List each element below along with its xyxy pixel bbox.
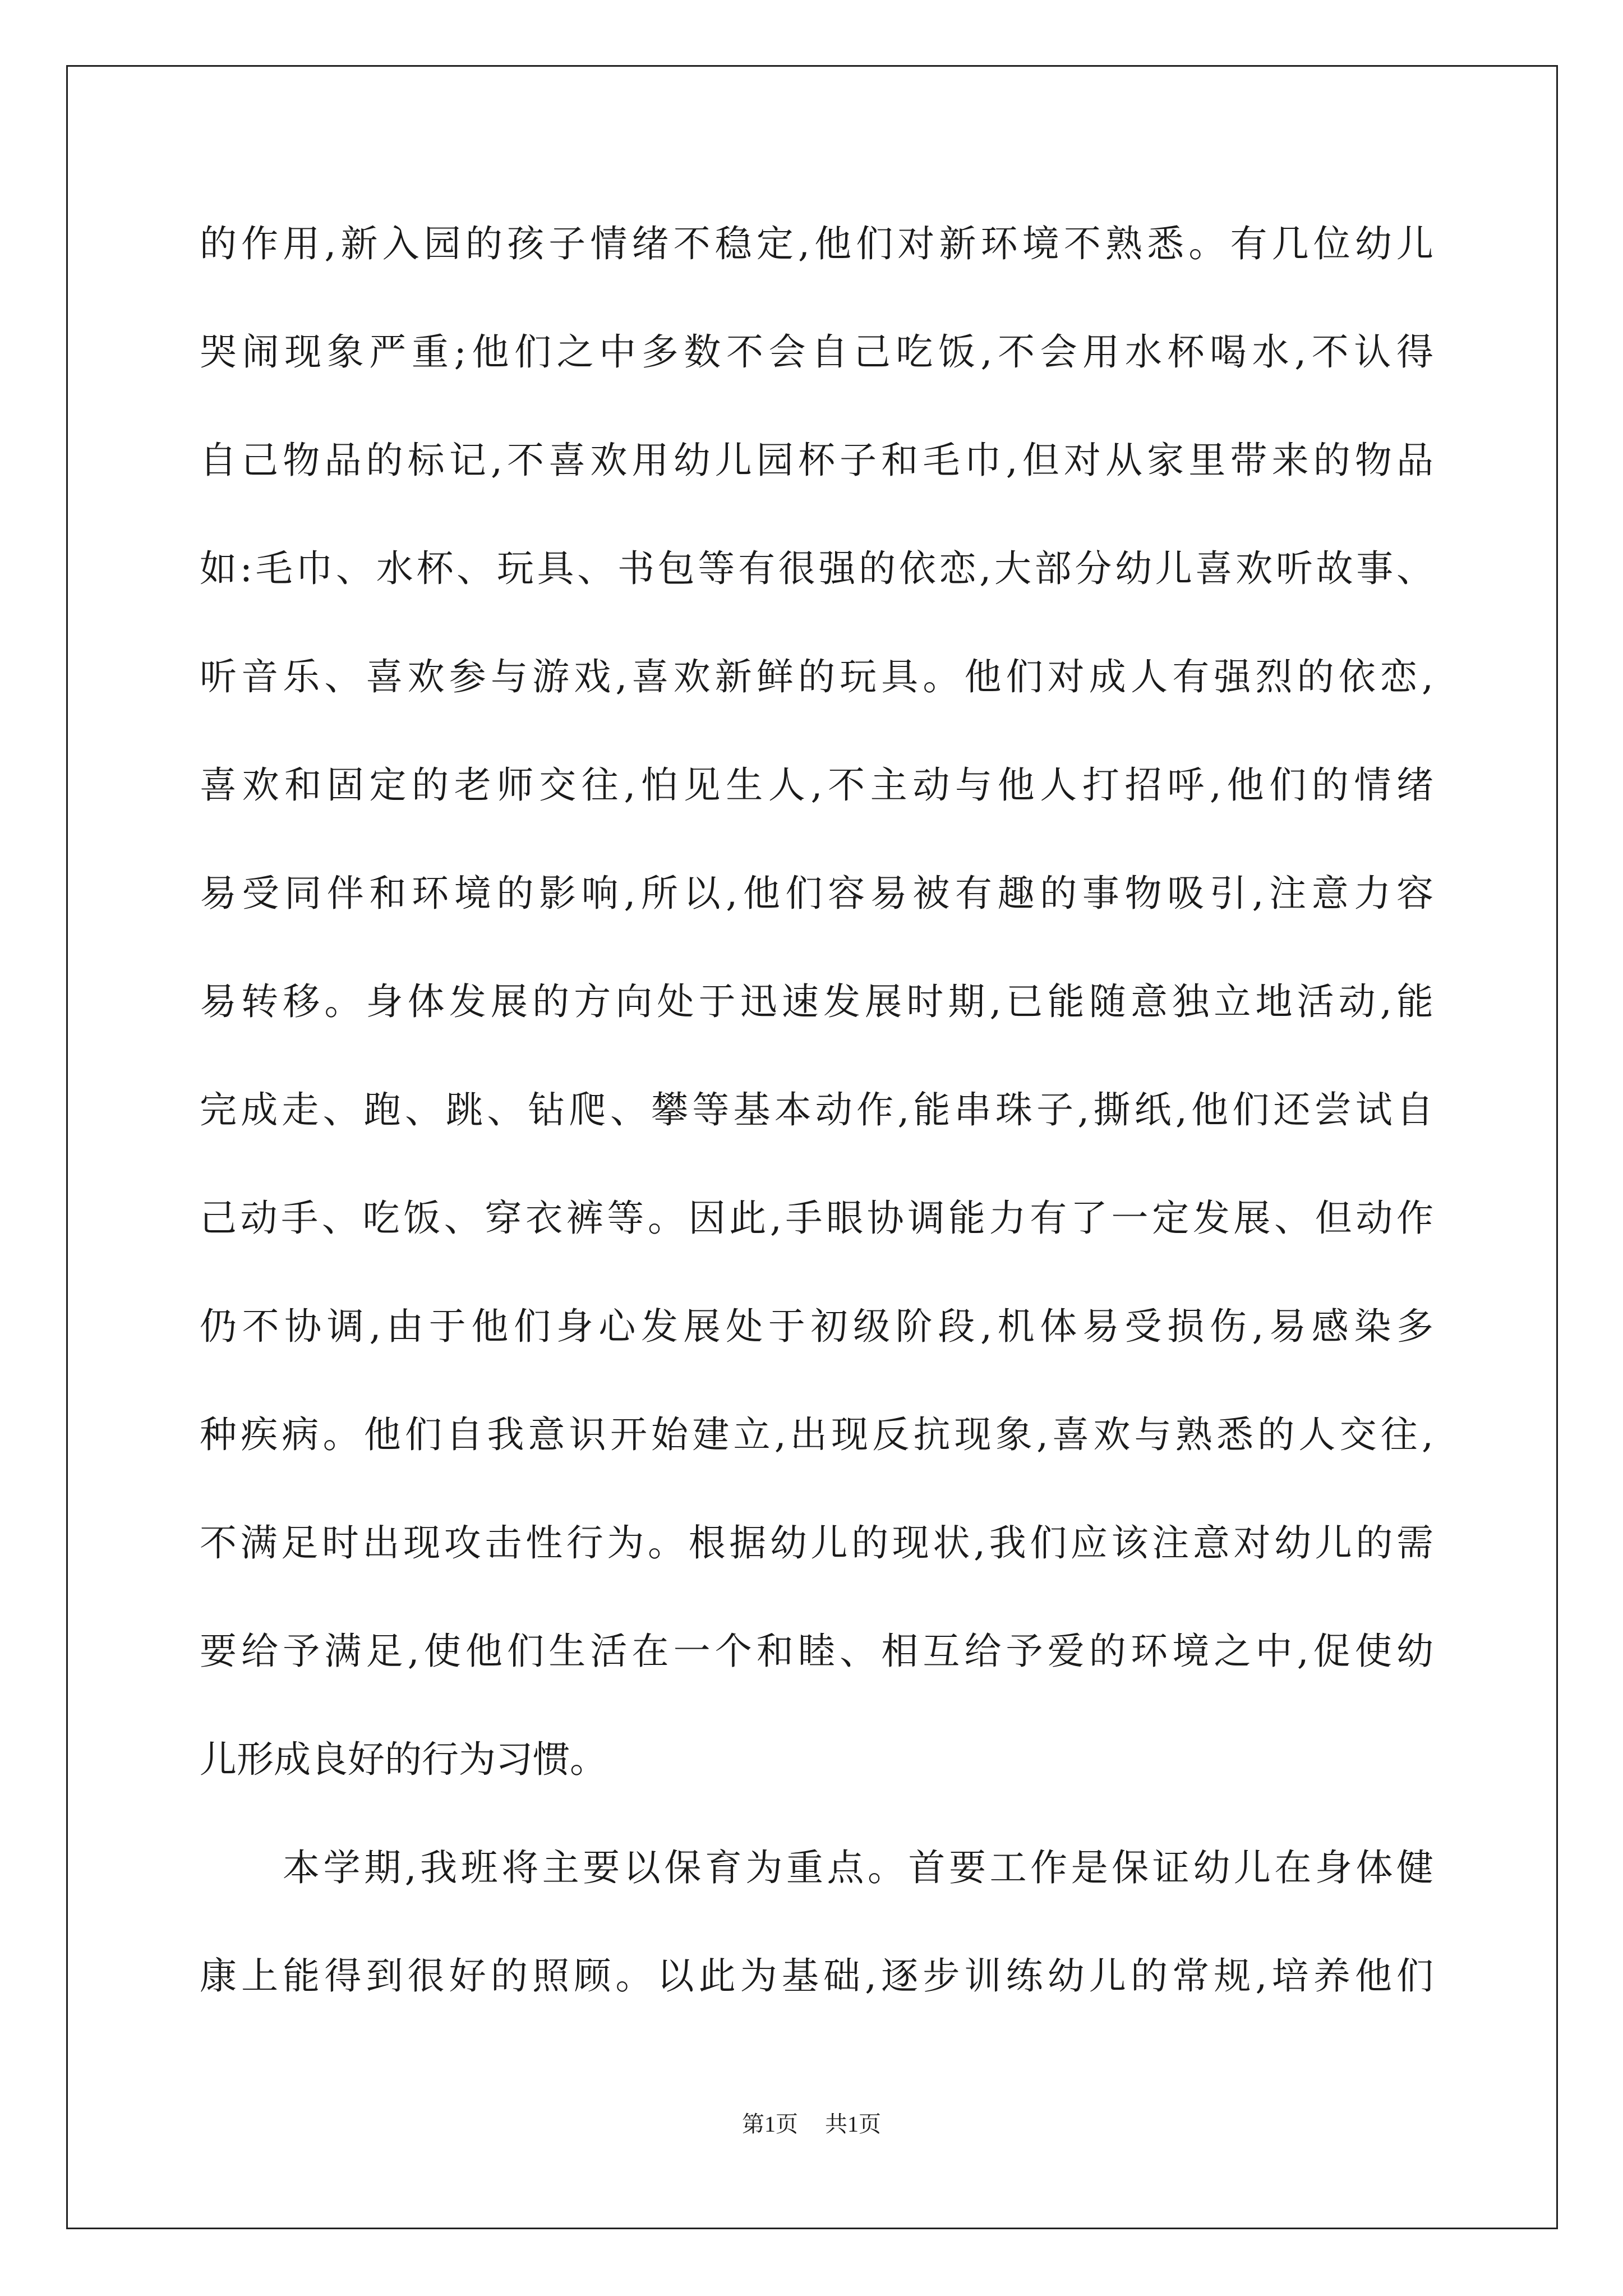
page-footer bbox=[0, 2106, 1623, 2138]
page-number: 第1页 bbox=[742, 2111, 798, 2137]
text-line: 己动手、吃饭、穿衣裤等。因此,手眼协调能力有了一定发展、但动作 bbox=[200, 1197, 1433, 1240]
text-line: 哭闹现象严重;他们之中多数不会自己吃饭,不会用水杯喝水,不认得 bbox=[200, 330, 1433, 374]
document-body bbox=[200, 216, 1433, 2056]
text-line: 康上能得到很好的照顾。以此为基础,逐步训练幼儿的常规,培养他们 bbox=[200, 1954, 1433, 1998]
text-line: 完成走、跑、跳、钻爬、攀等基本动作,能串珠子,撕纸,他们还尝试自 bbox=[200, 1088, 1433, 1131]
text-line: 自己物品的标记,不喜欢用幼儿园杯子和毛巾,但对从家里带来的物品 bbox=[200, 439, 1433, 482]
text-line: 仍不协调,由于他们身心发展处于初级阶段,机体易受损伤,易感染多 bbox=[200, 1305, 1433, 1348]
text-line: 的作用,新入园的孩子情绪不稳定,他们对新环境不熟悉。有几位幼儿 bbox=[200, 222, 1433, 265]
text-line: 易转移。身体发展的方向处于迅速发展时期,已能随意独立地活动,能 bbox=[200, 980, 1433, 1023]
text-line: 不满足时出现攻击性行为。根据幼儿的现状,我们应该注意对幼儿的需 bbox=[200, 1521, 1433, 1565]
text-line: 听音乐、喜欢参与游戏,喜欢新鲜的玩具。他们对成人有强烈的依恋, bbox=[200, 655, 1433, 698]
text-line: 如:毛巾、水杯、玩具、书包等有很强的依恋,大部分幼儿喜欢听故事、 bbox=[200, 547, 1433, 590]
paragraph-start-line: 本学期,我班将主要以保育为重点。首要工作是保证幼儿在身体健 bbox=[283, 1846, 1433, 1889]
paragraph-end-line: 儿形成良好的行为习惯。 bbox=[200, 1738, 607, 1781]
page-total: 共1页 bbox=[825, 2111, 881, 2137]
text-line: 种疾病。他们自我意识开始建立,出现反抗现象,喜欢与熟悉的人交往, bbox=[200, 1413, 1433, 1456]
text-line: 喜欢和固定的老师交往,怕见生人,不主动与他人打招呼,他们的情绪 bbox=[200, 763, 1433, 807]
text-line: 要给予满足,使他们生活在一个和睦、相互给予爱的环境之中,促使幼 bbox=[200, 1630, 1433, 1673]
text-line: 易受同伴和环境的影响,所以,他们容易被有趣的事物吸引,注意力容 bbox=[200, 872, 1433, 915]
